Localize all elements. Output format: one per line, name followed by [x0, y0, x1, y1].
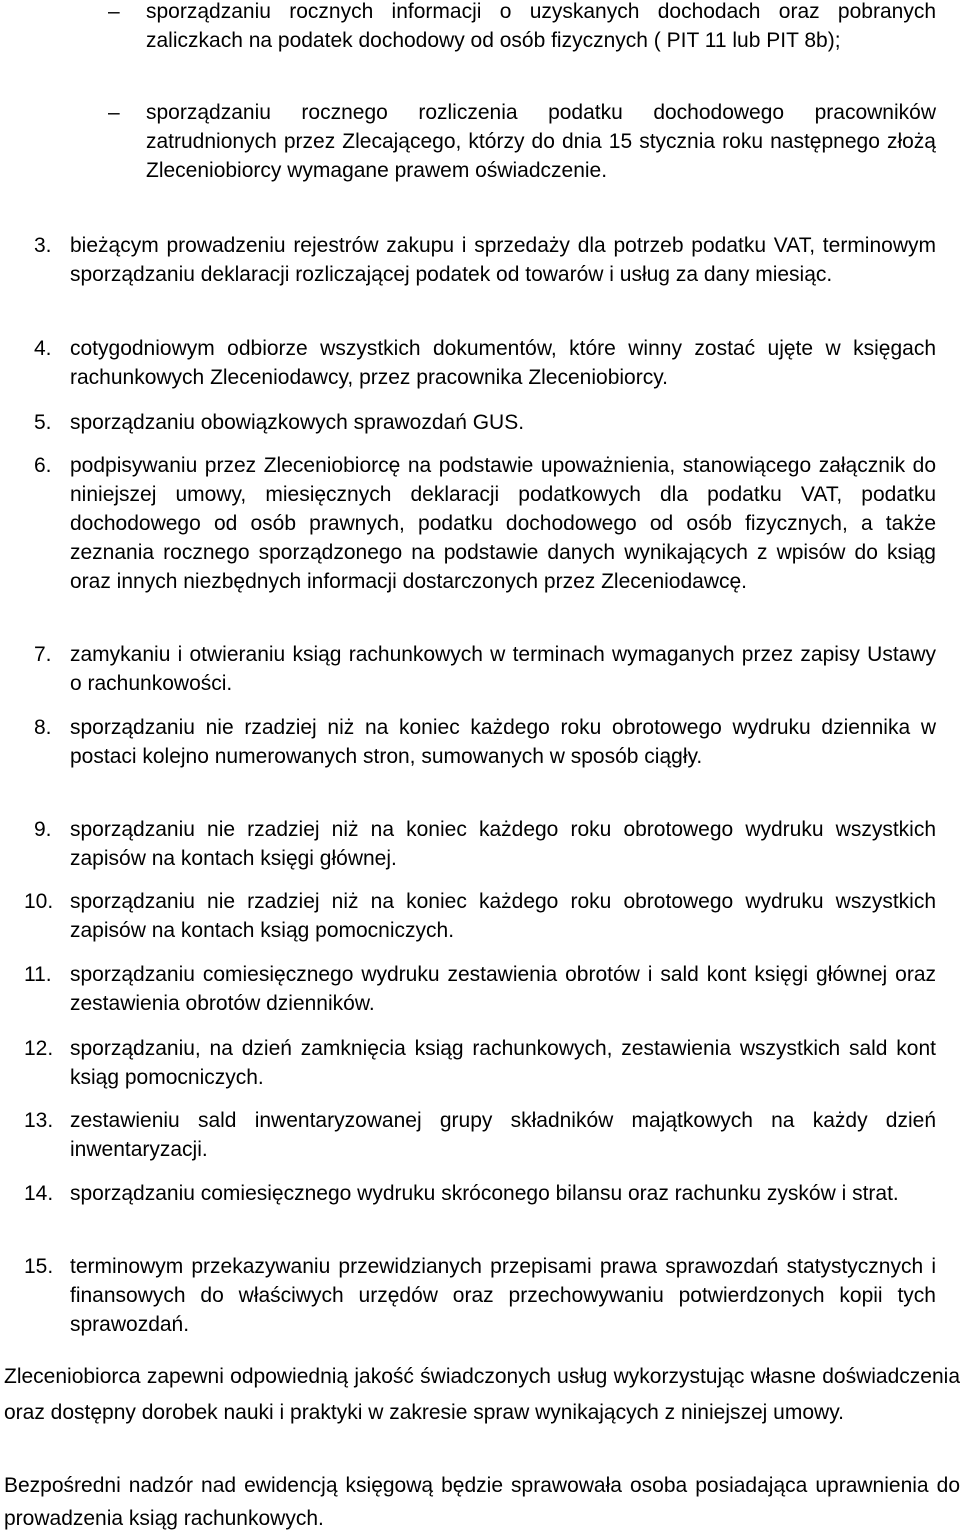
numbered-item	[34, 231, 948, 289]
dash-bullet: –	[108, 101, 120, 124]
numbered-item	[24, 1106, 948, 1164]
dash-list-item	[0, 98, 948, 185]
item-number: 3.	[34, 234, 52, 257]
item-number: 9.	[34, 818, 52, 841]
numbered-item	[34, 640, 948, 698]
paragraph-text: Zleceniobiorca zapewni odpowiednią jakość świadczonych usług wykorzystując własne doświadczenia oraz dostępny dorobek nauki i praktyki w zakresie spraw wynikających z niniejszej umowy.	[4, 1365, 960, 1424]
item-text: sporządzaniu obowiązkowych sprawozdań GUS.	[70, 411, 525, 434]
item-text: sporządzaniu comiesięcznego wydruku skróconego bilansu oraz rachunku zysków i strat.	[70, 1182, 899, 1205]
numbered-item	[24, 887, 948, 945]
numbered-item	[34, 408, 948, 437]
dash-item-text: sporządzaniu rocznych informacji o uzyskanych dochodach oraz pobranych zaliczkach na podatek dochodowy od osób fizycznych ( PIT 11 lub PIT 8b);	[146, 0, 936, 52]
item-text: bieżącym prowadzeniu rejestrów zakupu i sprzedaży dla potrzeb podatku VAT, terminowym sporządzaniu deklaracji rozliczającej podatek od towarów i usług za dany miesiąc.	[70, 234, 936, 286]
numbered-item	[34, 713, 948, 771]
numbered-item	[34, 815, 948, 873]
closing-paragraph	[0, 1359, 960, 1431]
numbered-item	[24, 1252, 948, 1339]
item-text: zamykaniu i otwieraniu ksiąg rachunkowych w terminach wymaganych przez zapisy Ustawy o rachunkowości.	[70, 643, 936, 695]
item-number: 11.	[24, 963, 52, 986]
item-number: 14.	[24, 1182, 54, 1205]
supervision-paragraph	[0, 1469, 960, 1535]
numbered-item	[24, 1034, 948, 1092]
item-text: sporządzaniu nie rzadziej niż na koniec każdego roku obrotowego wydruku wszystkich zapisów na kontach księgi głównej.	[70, 818, 936, 870]
item-number: 13.	[24, 1109, 54, 1132]
item-text: podpisywaniu przez Zleceniobiorcę na podstawie upoważnienia, stanowiącego załącznik do niniejszej umowy, miesięcznych deklaracji podatkowych dla podatku VAT, podatku dochodowego od osób prawnych, podatku dochodowego od osób fizycznych, a także zeznania rocznego sporządzonego na podstawie danych wynikających z wpisów do ksiąg oraz innych niezbędnych informacji dostarczonych przez Zleceniodawcę.	[70, 454, 936, 593]
item-text: zestawieniu sald inwentaryzowanej grupy składników majątkowych na każdy dzień inwentaryzacji.	[70, 1109, 936, 1161]
numbered-item	[24, 960, 948, 1018]
item-number: 4.	[34, 337, 52, 360]
item-number: 5.	[34, 411, 52, 434]
item-text: cotygodniowym odbiorze wszystkich dokumentów, które winny zostać ujęte w księgach rachunkowych Zleceniodawcy, przez pracownika Zleceniobiorcy.	[70, 337, 936, 389]
item-text: sporządzaniu nie rzadziej niż na koniec każdego roku obrotowego wydruku wszystkich zapisów na kontach ksiąg pomocniczych.	[70, 890, 936, 942]
numbered-item	[34, 334, 948, 392]
item-number: 12.	[24, 1037, 54, 1060]
numbered-item	[24, 1179, 948, 1208]
item-number: 6.	[34, 454, 52, 477]
item-number: 8.	[34, 716, 52, 739]
item-text: sporządzaniu nie rzadziej niż na koniec każdego roku obrotowego wydruku dziennika w postaci kolejno numerowanych stron, sumowanych w sposób ciągły.	[70, 716, 936, 768]
paragraph-text: Bezpośredni nadzór nad ewidencją księgową będzie sprawowała osoba posiadająca uprawnienia do prowadzenia ksiąg rachunkowych.	[4, 1474, 960, 1530]
item-text: sporządzaniu, na dzień zamknięcia ksiąg rachunkowych, zestawienia wszystkich sald kont ksiąg pomocniczych.	[70, 1037, 936, 1089]
item-number: 7.	[34, 643, 52, 666]
numbered-item	[34, 451, 948, 596]
item-text: sporządzaniu comiesięcznego wydruku zestawienia obrotów i sald kont księgi głównej oraz zestawienia obrotów dzienników.	[70, 963, 936, 1015]
dash-item-text: sporządzaniu rocznego rozliczenia podatku dochodowego pracowników zatrudnionych przez Zlecającego, którzy do dnia 15 stycznia roku następnego złożą Zleceniobiorcy wymagane prawem oświadczenie.	[146, 101, 936, 182]
item-text: terminowym przekazywaniu przewidzianych przepisami prawa sprawozdań statystycznych i finansowych do właściwych urzędów oraz przechowywaniu potwierdzonych kopii tych sprawozdań.	[70, 1255, 936, 1336]
item-number: 10.	[24, 890, 54, 913]
dash-list-item	[0, 0, 948, 55]
item-number: 15.	[24, 1255, 54, 1278]
dash-bullet: –	[108, 0, 120, 23]
